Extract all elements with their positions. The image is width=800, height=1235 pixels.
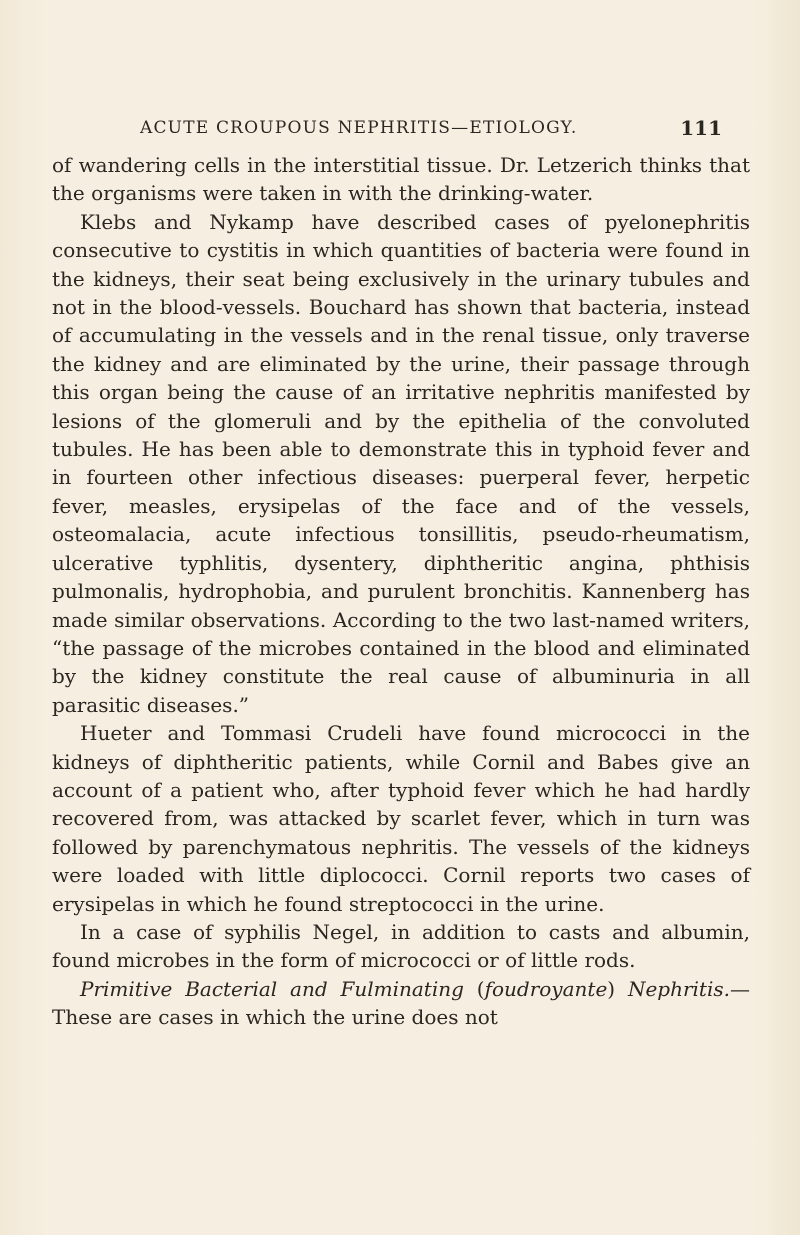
page-header bbox=[96, 116, 722, 146]
heading-paren-close: ) bbox=[607, 976, 616, 1001]
page-number: 111 bbox=[680, 116, 722, 140]
section-heading-part1: Primitive Bacterial and Fulminating bbox=[80, 976, 464, 1001]
paragraph-continuation: of wandering cells in the interstitial tissue. Dr. Letzerich thinks that the organisms were taken in with the drinking-water. bbox=[52, 153, 750, 206]
body-text bbox=[52, 151, 750, 1032]
section-text: —These are cases in which the urine does not bbox=[52, 976, 750, 1030]
paragraph-syphilis-negel: In a case of syphilis Negel, in addition to casts and albumin, found microbes in the form of micrococci or of little rods. bbox=[52, 919, 750, 973]
running-head: ACUTE CROUPOUS NEPHRITIS—ETIOLOGY. bbox=[140, 118, 578, 138]
heading-french-term: foudroyante bbox=[484, 976, 608, 1001]
paragraph-hueter-tommasi: Hueter and Tommasi Crudeli have found micrococci in the kidneys of diphtheritic patients, while Cornil and Babes give an account of a patient who, after typhoid fever which he had hardly recovered from, was attacked by scarlet fever, which in turn was followed by parenchymatous nephritis. The vessels of the kidneys were loaded with little diplococci. Cornil reports two cases of erysipelas in which he found streptococci in the urine. bbox=[52, 721, 750, 916]
paragraph-primitive-nephritis bbox=[52, 975, 750, 1032]
section-heading-part2: Nephritis. bbox=[615, 976, 730, 1001]
paragraph-klebs-nykamp: Klebs and Nykamp have described cases of pyelonephritis consecutive to cystitis in which quantities of bacteria were found in the kidneys, their seat being exclusively in the urinary tubules and not in the blood-vessels. Bouchard has shown that bacteria, instead of accumulating in the vessels and in the renal tissue, only traverse the kidney and are eliminated by the urine, their passage through this organ being the cause of an irritative nephritis manifested by lesions of the glomeruli and by the epithelia of the convoluted tubules. He has been able to demonstrate this in typhoid fever and in fourteen other infectious diseases: puerperal fever, herpetic fever, measles, erysipelas of the face and of the vessels, osteomalacia, acute infectious tonsillitis, pseudo-rheumatism, ulcerative typhlitis, dysentery, diphtheritic angina, phthisis pulmonalis, hydrophobia, and purulent bronchitis. Kannenberg has made similar observations. According to the two last-named writers, “the passage of the microbes contained in the blood and eliminated by the kidney constitute the real cause of albuminuria in all parasitic diseases.” bbox=[52, 209, 750, 717]
heading-paren-open: ( bbox=[463, 976, 485, 1001]
